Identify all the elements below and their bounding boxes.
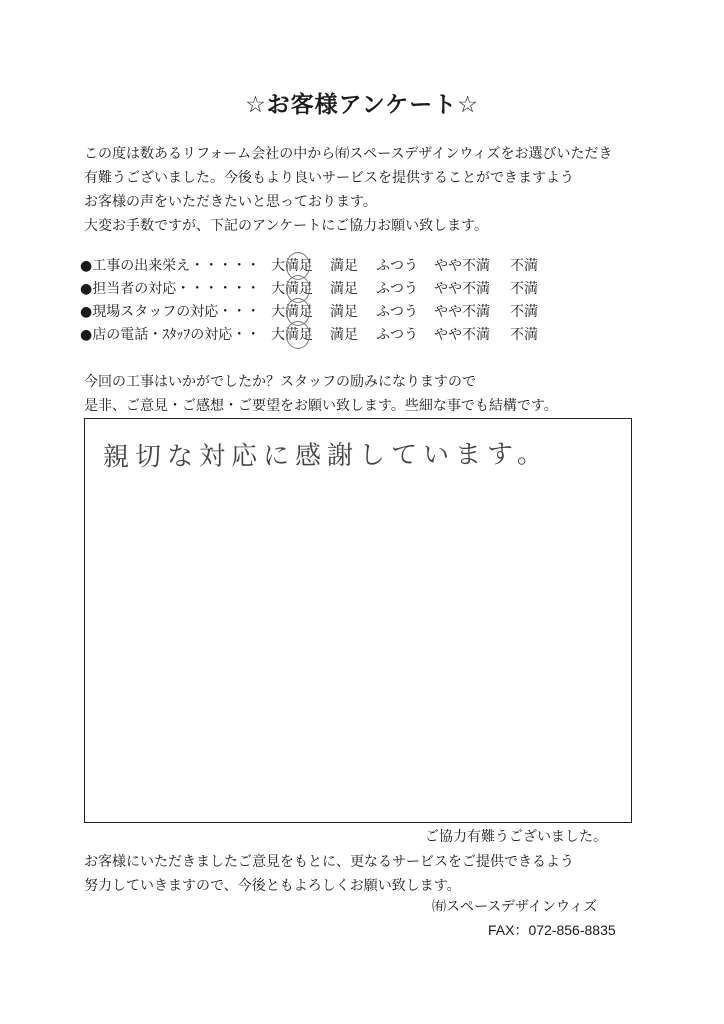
intro-line: 有難うございました。今後もより良いサービスを提供することができますよう: [84, 170, 574, 186]
option-satisfied[interactable]: 満足: [330, 304, 358, 320]
thanks-text: ご協力有難うございました。: [425, 829, 607, 845]
intro-paragraph: [84, 142, 684, 238]
option-dissatisfied[interactable]: 不満: [510, 281, 538, 297]
comment-box[interactable]: [84, 418, 632, 823]
option-neutral[interactable]: ふつう: [376, 327, 418, 343]
option-very-satisfied[interactable]: 大満足: [271, 327, 313, 343]
closing-line: 努力していきますので、今後ともよろしくお願い致します。: [84, 878, 461, 894]
option-somewhat-dissatisfied[interactable]: やや不満: [434, 327, 490, 343]
rating-question-label: ●現場スタッフの対応・・・: [80, 304, 261, 320]
option-neutral[interactable]: ふつう: [376, 258, 418, 274]
option-dissatisfied[interactable]: 不満: [510, 327, 538, 343]
fax-number: FAX：072-856-8835: [488, 922, 616, 938]
handwritten-comment: 親切な対応に感謝しています。: [102, 439, 550, 473]
option-very-satisfied[interactable]: 大満足: [271, 304, 313, 320]
rating-question-label: ●店の電話・ｽﾀｯﾌの対応・・: [80, 327, 261, 343]
option-somewhat-dissatisfied[interactable]: やや不満: [434, 281, 490, 297]
intro-line: この度は数あるリフォーム会社の中から㈲スペースデザインウィズをお選びいただき: [84, 146, 613, 162]
rating-questions: [80, 255, 680, 347]
closing-paragraph: [84, 850, 684, 898]
rating-row-workmanship: [80, 255, 680, 278]
comment-request-paragraph: [84, 370, 684, 418]
option-satisfied[interactable]: 満足: [330, 327, 358, 343]
intro-line: 大変お手数ですが、下記のアンケートにご協力お願い致します。: [84, 218, 489, 234]
rating-row-site-staff: [80, 301, 680, 324]
option-dissatisfied[interactable]: 不満: [510, 258, 538, 274]
option-very-satisfied[interactable]: 大満足: [271, 281, 313, 297]
company-name: ㈲スペースデザインウィズ: [432, 899, 598, 915]
rating-row-phone-staff: [80, 324, 680, 347]
option-very-satisfied[interactable]: 大満足: [271, 258, 313, 274]
rating-question-label: ●工事の出来栄え・・・・・: [80, 258, 261, 274]
rating-row-person-in-charge: [80, 278, 680, 301]
option-dissatisfied[interactable]: 不満: [510, 304, 538, 320]
option-somewhat-dissatisfied[interactable]: やや不満: [434, 258, 490, 274]
option-satisfied[interactable]: 満足: [330, 281, 358, 297]
comment-request-line: 是非、ご意見・ご感想・ご要望をお願い致します。些細な事でも結構です。: [84, 398, 558, 414]
option-neutral[interactable]: ふつう: [376, 304, 418, 320]
intro-line: お客様の声をいただきたいと思っております。: [84, 194, 377, 210]
rating-question-label: ●担当者の対応・・・・・・: [80, 281, 261, 297]
option-satisfied[interactable]: 満足: [330, 258, 358, 274]
closing-line: お客様にいただきましたご意見をもとに、更なるサービスをご提供できるよう: [84, 854, 574, 870]
option-neutral[interactable]: ふつう: [376, 281, 418, 297]
comment-request-line: 今回の工事はいかがでしたか？スタッフの励みになりますので: [84, 374, 476, 390]
page-title: ☆お客様アンケート☆: [245, 92, 479, 118]
option-somewhat-dissatisfied[interactable]: やや不満: [434, 304, 490, 320]
